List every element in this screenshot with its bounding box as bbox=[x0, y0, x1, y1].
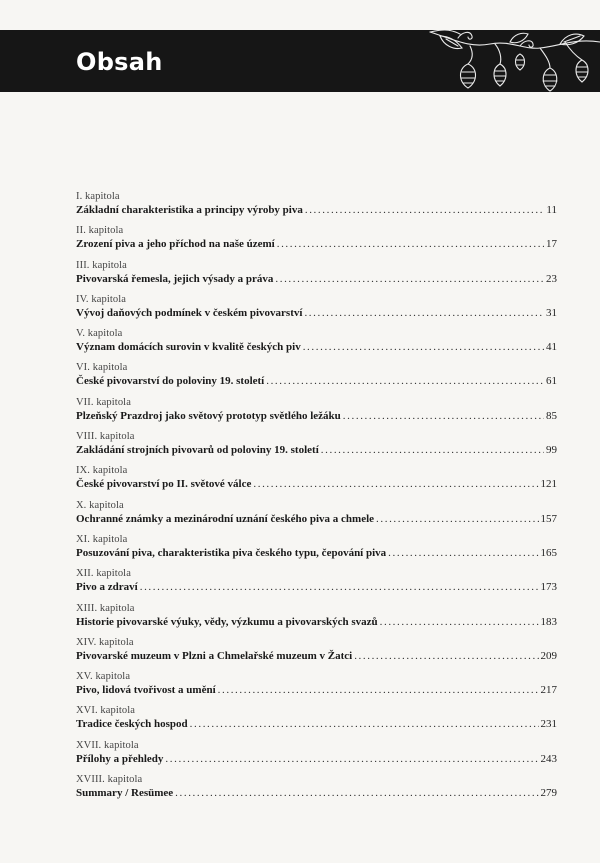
page-number: 23 bbox=[546, 272, 557, 285]
toc-line[interactable] bbox=[76, 512, 557, 527]
dot-leader bbox=[275, 272, 544, 287]
chapter-title: Pivo a zdraví bbox=[76, 581, 138, 594]
toc-line[interactable] bbox=[76, 237, 557, 252]
chapter-label: VII. kapitola bbox=[76, 396, 131, 408]
page-number: 217 bbox=[540, 684, 557, 697]
chapter-label: XV. kapitola bbox=[76, 671, 131, 683]
page-number: 85 bbox=[546, 409, 557, 422]
toc-line[interactable] bbox=[76, 683, 557, 698]
hops-illustration bbox=[400, 30, 600, 92]
chapter-label: I. kapitola bbox=[76, 191, 120, 202]
toc-line[interactable] bbox=[76, 477, 557, 492]
page-number: 183 bbox=[540, 615, 557, 628]
chapter-title: Ochranné známky a mezinárodní uznání českého piva a chmele bbox=[76, 512, 375, 525]
dot-leader bbox=[343, 409, 544, 424]
toc-line[interactable] bbox=[76, 752, 557, 767]
chapter-title: Pivo, lidová tvořivost a umění bbox=[76, 684, 216, 697]
dot-leader bbox=[321, 443, 544, 458]
toc-line[interactable] bbox=[76, 374, 557, 389]
chapter-label: V. kapitola bbox=[76, 328, 123, 340]
chapter-title: České pivovarství do poloviny 19. století bbox=[76, 375, 265, 388]
chapter-title: Tradice českých hospod bbox=[76, 718, 188, 731]
page-number: 165 bbox=[540, 546, 557, 559]
dot-leader bbox=[305, 203, 545, 218]
toc-entry bbox=[76, 396, 557, 430]
page-number: 279 bbox=[540, 787, 557, 800]
page-number: 61 bbox=[546, 375, 557, 388]
toc-entry bbox=[76, 739, 557, 773]
dot-leader bbox=[140, 580, 539, 595]
toc-entry bbox=[76, 464, 557, 498]
chapter-label: III. kapitola bbox=[76, 259, 127, 271]
chapter-label: XI. kapitola bbox=[76, 533, 128, 545]
toc-entry bbox=[76, 361, 557, 395]
chapter-title: Posuzování piva, charakteristika piva českého typu, čepování piva bbox=[76, 546, 387, 559]
toc-entry bbox=[76, 293, 557, 327]
page-number: 31 bbox=[546, 306, 557, 319]
chapter-title: Význam domácích surovin v kvalitě českých piv bbox=[76, 341, 301, 354]
toc-entry bbox=[76, 773, 557, 807]
dot-leader bbox=[175, 786, 538, 801]
page-number: 41 bbox=[546, 341, 557, 354]
chapter-label: VIII. kapitola bbox=[76, 431, 135, 443]
toc-line[interactable] bbox=[76, 580, 557, 595]
dot-leader bbox=[266, 374, 544, 389]
toc-line[interactable] bbox=[76, 340, 557, 355]
dot-leader bbox=[165, 752, 538, 767]
chapter-label: IX. kapitola bbox=[76, 465, 128, 477]
chapter-title: Přílohy a přehledy bbox=[76, 752, 164, 765]
toc-line[interactable] bbox=[76, 203, 557, 218]
dot-leader bbox=[303, 340, 544, 355]
chapter-label: XVII. kapitola bbox=[76, 739, 139, 751]
dot-leader bbox=[277, 237, 544, 252]
chapter-label: XVIII. kapitola bbox=[76, 774, 143, 786]
chapter-label: VI. kapitola bbox=[76, 362, 128, 374]
chapter-title: Základní charakteristika a principy výroby piva bbox=[76, 204, 303, 216]
page-number: 99 bbox=[546, 444, 557, 457]
chapter-title: Vývoj daňových podmínek v českém pivovarství bbox=[76, 306, 303, 319]
page-number: 231 bbox=[540, 718, 557, 731]
chapter-title: Summary / Resümee bbox=[76, 787, 174, 800]
toc-entry bbox=[76, 259, 557, 293]
page-number: 243 bbox=[540, 752, 557, 765]
dot-leader bbox=[388, 546, 538, 561]
toc-entry bbox=[76, 602, 557, 636]
dot-leader bbox=[380, 615, 539, 630]
chapter-label: II. kapitola bbox=[76, 225, 124, 237]
chapter-title: Pivovarské muzeum v Plzni a Chmelařské muzeum v Žatci bbox=[76, 649, 353, 662]
chapter-title: Pivovarská řemesla, jejich výsady a práva bbox=[76, 272, 274, 285]
toc-entry bbox=[76, 636, 557, 670]
toc-line[interactable] bbox=[76, 306, 557, 321]
toc-line[interactable] bbox=[76, 443, 557, 458]
toc-entry bbox=[76, 567, 557, 601]
chapter-title: Historie pivovarské výuky, vědy, výzkumu a pivovarských svazů bbox=[76, 615, 378, 628]
chapter-label: XII. kapitola bbox=[76, 568, 131, 580]
page-number: 11 bbox=[546, 204, 557, 216]
page-number: 121 bbox=[540, 478, 557, 491]
toc-line[interactable] bbox=[76, 409, 557, 424]
header-banner bbox=[0, 30, 600, 92]
toc-entry bbox=[76, 499, 557, 533]
dot-leader bbox=[376, 512, 538, 527]
toc-line[interactable] bbox=[76, 546, 557, 561]
table-of-contents bbox=[76, 190, 557, 807]
dot-leader bbox=[218, 683, 539, 698]
toc-line[interactable] bbox=[76, 272, 557, 287]
chapter-label: IV. kapitola bbox=[76, 293, 126, 305]
chapter-label: X. kapitola bbox=[76, 499, 124, 511]
toc-entry bbox=[76, 704, 557, 738]
toc-line[interactable] bbox=[76, 717, 557, 732]
page-number: 157 bbox=[540, 512, 557, 525]
toc-line[interactable] bbox=[76, 786, 557, 801]
toc-line[interactable] bbox=[76, 615, 557, 630]
toc-entry bbox=[76, 224, 557, 258]
chapter-label: XVI. kapitola bbox=[76, 705, 136, 717]
toc-entry bbox=[76, 430, 557, 464]
page-title: Obsah bbox=[76, 48, 163, 76]
dot-leader bbox=[190, 717, 539, 732]
chapter-label: XIV. kapitola bbox=[76, 636, 134, 648]
chapter-label: XIII. kapitola bbox=[76, 602, 135, 614]
page-number: 173 bbox=[540, 581, 557, 594]
dot-leader bbox=[304, 306, 544, 321]
toc-entry bbox=[76, 533, 557, 567]
chapter-title: Zakládání strojních pivovarů od poloviny 19. století bbox=[76, 444, 319, 457]
toc-entry bbox=[76, 670, 557, 704]
dot-leader bbox=[253, 477, 538, 492]
chapter-title: České pivovarství po II. světové válce bbox=[76, 478, 252, 491]
toc-entry bbox=[76, 190, 557, 224]
chapter-title: Plzeňský Prazdroj jako světový prototyp světlého ležáku bbox=[76, 409, 341, 422]
dot-leader bbox=[354, 649, 538, 664]
chapter-title: Zrození piva a jeho příchod na naše území bbox=[76, 238, 275, 251]
page-number: 209 bbox=[540, 649, 557, 662]
page-number: 17 bbox=[546, 238, 557, 251]
toc-entry bbox=[76, 327, 557, 361]
toc-line[interactable] bbox=[76, 649, 557, 664]
